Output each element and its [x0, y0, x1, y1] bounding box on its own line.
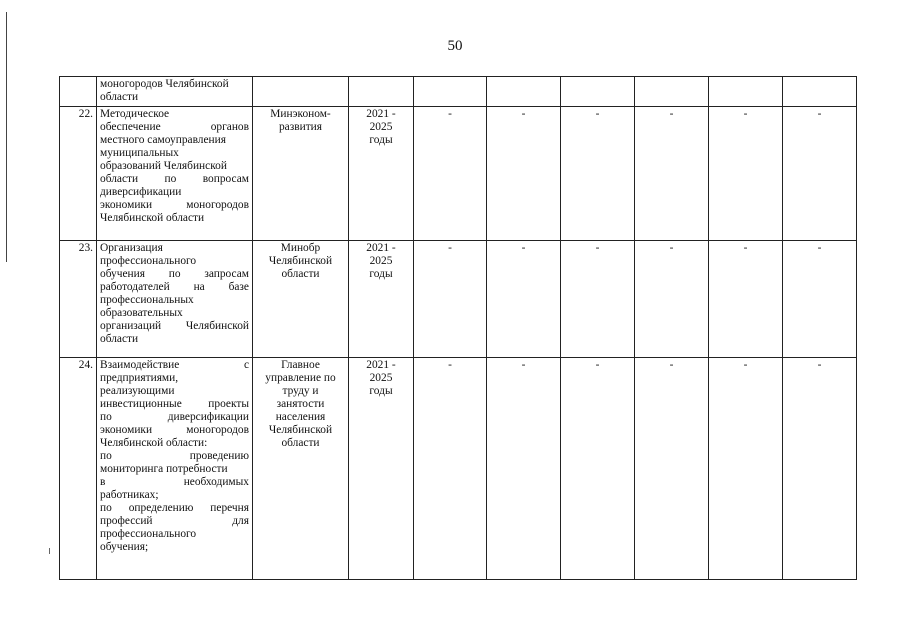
executor-line: Главное — [281, 359, 320, 371]
funding-value — [709, 77, 783, 107]
funding-value: - — [561, 241, 635, 358]
description-line: Взаимодействие с — [100, 359, 249, 371]
funding-value: - — [709, 358, 783, 580]
executor — [253, 358, 349, 580]
description-line: профессиональных — [100, 294, 194, 306]
description-line: моногородов Челябинской — [100, 78, 229, 90]
description-line: предприятиями, — [100, 372, 179, 384]
description-line: области по вопросам — [100, 173, 249, 185]
executor-line: Минэконом- — [270, 108, 331, 120]
executor-line: труду и — [282, 385, 319, 397]
description-line: инвестиционные проекты — [100, 398, 249, 410]
table-row — [60, 77, 857, 107]
description-line: экономики моногородов — [100, 199, 249, 211]
funding-value: - — [487, 358, 561, 580]
executor-line: Челябинской — [268, 255, 333, 267]
period-line: годы — [369, 134, 393, 146]
funding-value — [487, 77, 561, 107]
period-line: годы — [369, 385, 393, 397]
description-line: организаций Челябинской — [100, 320, 249, 332]
description-line: диверсификации — [100, 186, 182, 198]
period-line: 2025 — [369, 255, 393, 267]
period-line: 2021 - — [366, 108, 396, 120]
description-line: профессионального — [100, 528, 197, 540]
row-number — [60, 77, 97, 107]
executor-line: области — [281, 268, 320, 280]
description-line: работниках; — [100, 489, 159, 501]
page-number: 50 — [447, 38, 463, 54]
description-line: Челябинской области: — [100, 437, 208, 449]
scan-margin-line — [6, 12, 7, 262]
funding-value: - — [783, 358, 857, 580]
funding-value: - — [487, 241, 561, 358]
description-line: Методическое — [100, 108, 170, 120]
executor-line: управление по — [265, 372, 336, 384]
table-row — [60, 107, 857, 241]
description-line: по диверсификации — [100, 411, 249, 423]
table-row — [60, 241, 857, 358]
executor-line: занятости — [276, 398, 325, 410]
description-line: профессий для — [100, 515, 249, 527]
description-line: Челябинской области — [100, 212, 205, 224]
period-line: годы — [369, 268, 393, 280]
description-line: Организация — [100, 242, 163, 254]
scan-artifact — [49, 548, 50, 554]
implementation-period — [349, 77, 414, 107]
description-line: работодателей на базе — [100, 281, 249, 293]
description-line: профессионального — [100, 255, 197, 267]
description-line: образований Челябинской — [100, 160, 227, 172]
funding-value: - — [561, 358, 635, 580]
measure-description — [97, 107, 253, 241]
executor-line: Челябинской — [268, 424, 333, 436]
executor-line: Минобр — [280, 242, 321, 254]
description-line: в необходимых — [100, 476, 249, 488]
funding-value: - — [709, 241, 783, 358]
description-line: обучения; — [100, 541, 149, 553]
executor — [253, 107, 349, 241]
table-row — [60, 358, 857, 580]
funding-value — [561, 77, 635, 107]
funding-value — [635, 77, 709, 107]
description-line: муниципальных — [100, 147, 179, 159]
funding-value: - — [414, 241, 487, 358]
implementation-period — [349, 241, 414, 358]
funding-value: - — [709, 107, 783, 241]
funding-value: - — [635, 358, 709, 580]
funding-value: - — [783, 107, 857, 241]
measure-description — [97, 241, 253, 358]
period-line: 2025 — [369, 372, 393, 384]
funding-value — [414, 77, 487, 107]
row-number: 22. — [60, 107, 97, 241]
description-line: области — [100, 333, 139, 345]
executor-line: области — [281, 437, 320, 449]
description-line: местного самоуправления — [100, 134, 226, 146]
measure-description — [97, 77, 253, 107]
description-line: реализующими — [100, 385, 175, 397]
executor — [253, 241, 349, 358]
funding-value: - — [635, 107, 709, 241]
period-line: 2021 - — [366, 242, 396, 254]
funding-value: - — [561, 107, 635, 241]
executor — [253, 77, 349, 107]
row-number: 24. — [60, 358, 97, 580]
executor-line: населения — [275, 411, 326, 423]
description-line: экономики моногородов — [100, 424, 249, 436]
funding-value: - — [635, 241, 709, 358]
funding-value — [783, 77, 857, 107]
funding-value: - — [487, 107, 561, 241]
period-line: 2025 — [369, 121, 393, 133]
period-line: 2021 - — [366, 359, 396, 371]
funding-value: - — [783, 241, 857, 358]
funding-value: - — [414, 358, 487, 580]
description-line: мониторинга потребности — [100, 463, 228, 475]
row-number: 23. — [60, 241, 97, 358]
executor-line: развития — [278, 121, 323, 133]
description-line: образовательных — [100, 307, 183, 319]
description-line: по проведению — [100, 450, 249, 462]
funding-value: - — [414, 107, 487, 241]
measures-table — [59, 76, 857, 580]
description-line: обеспечение органов — [100, 121, 249, 133]
description-line: обучения по запросам — [100, 268, 249, 280]
implementation-period — [349, 107, 414, 241]
description-line: по определению перечня — [100, 502, 249, 514]
measure-description — [97, 358, 253, 580]
implementation-period — [349, 358, 414, 580]
description-line: области — [100, 91, 139, 103]
